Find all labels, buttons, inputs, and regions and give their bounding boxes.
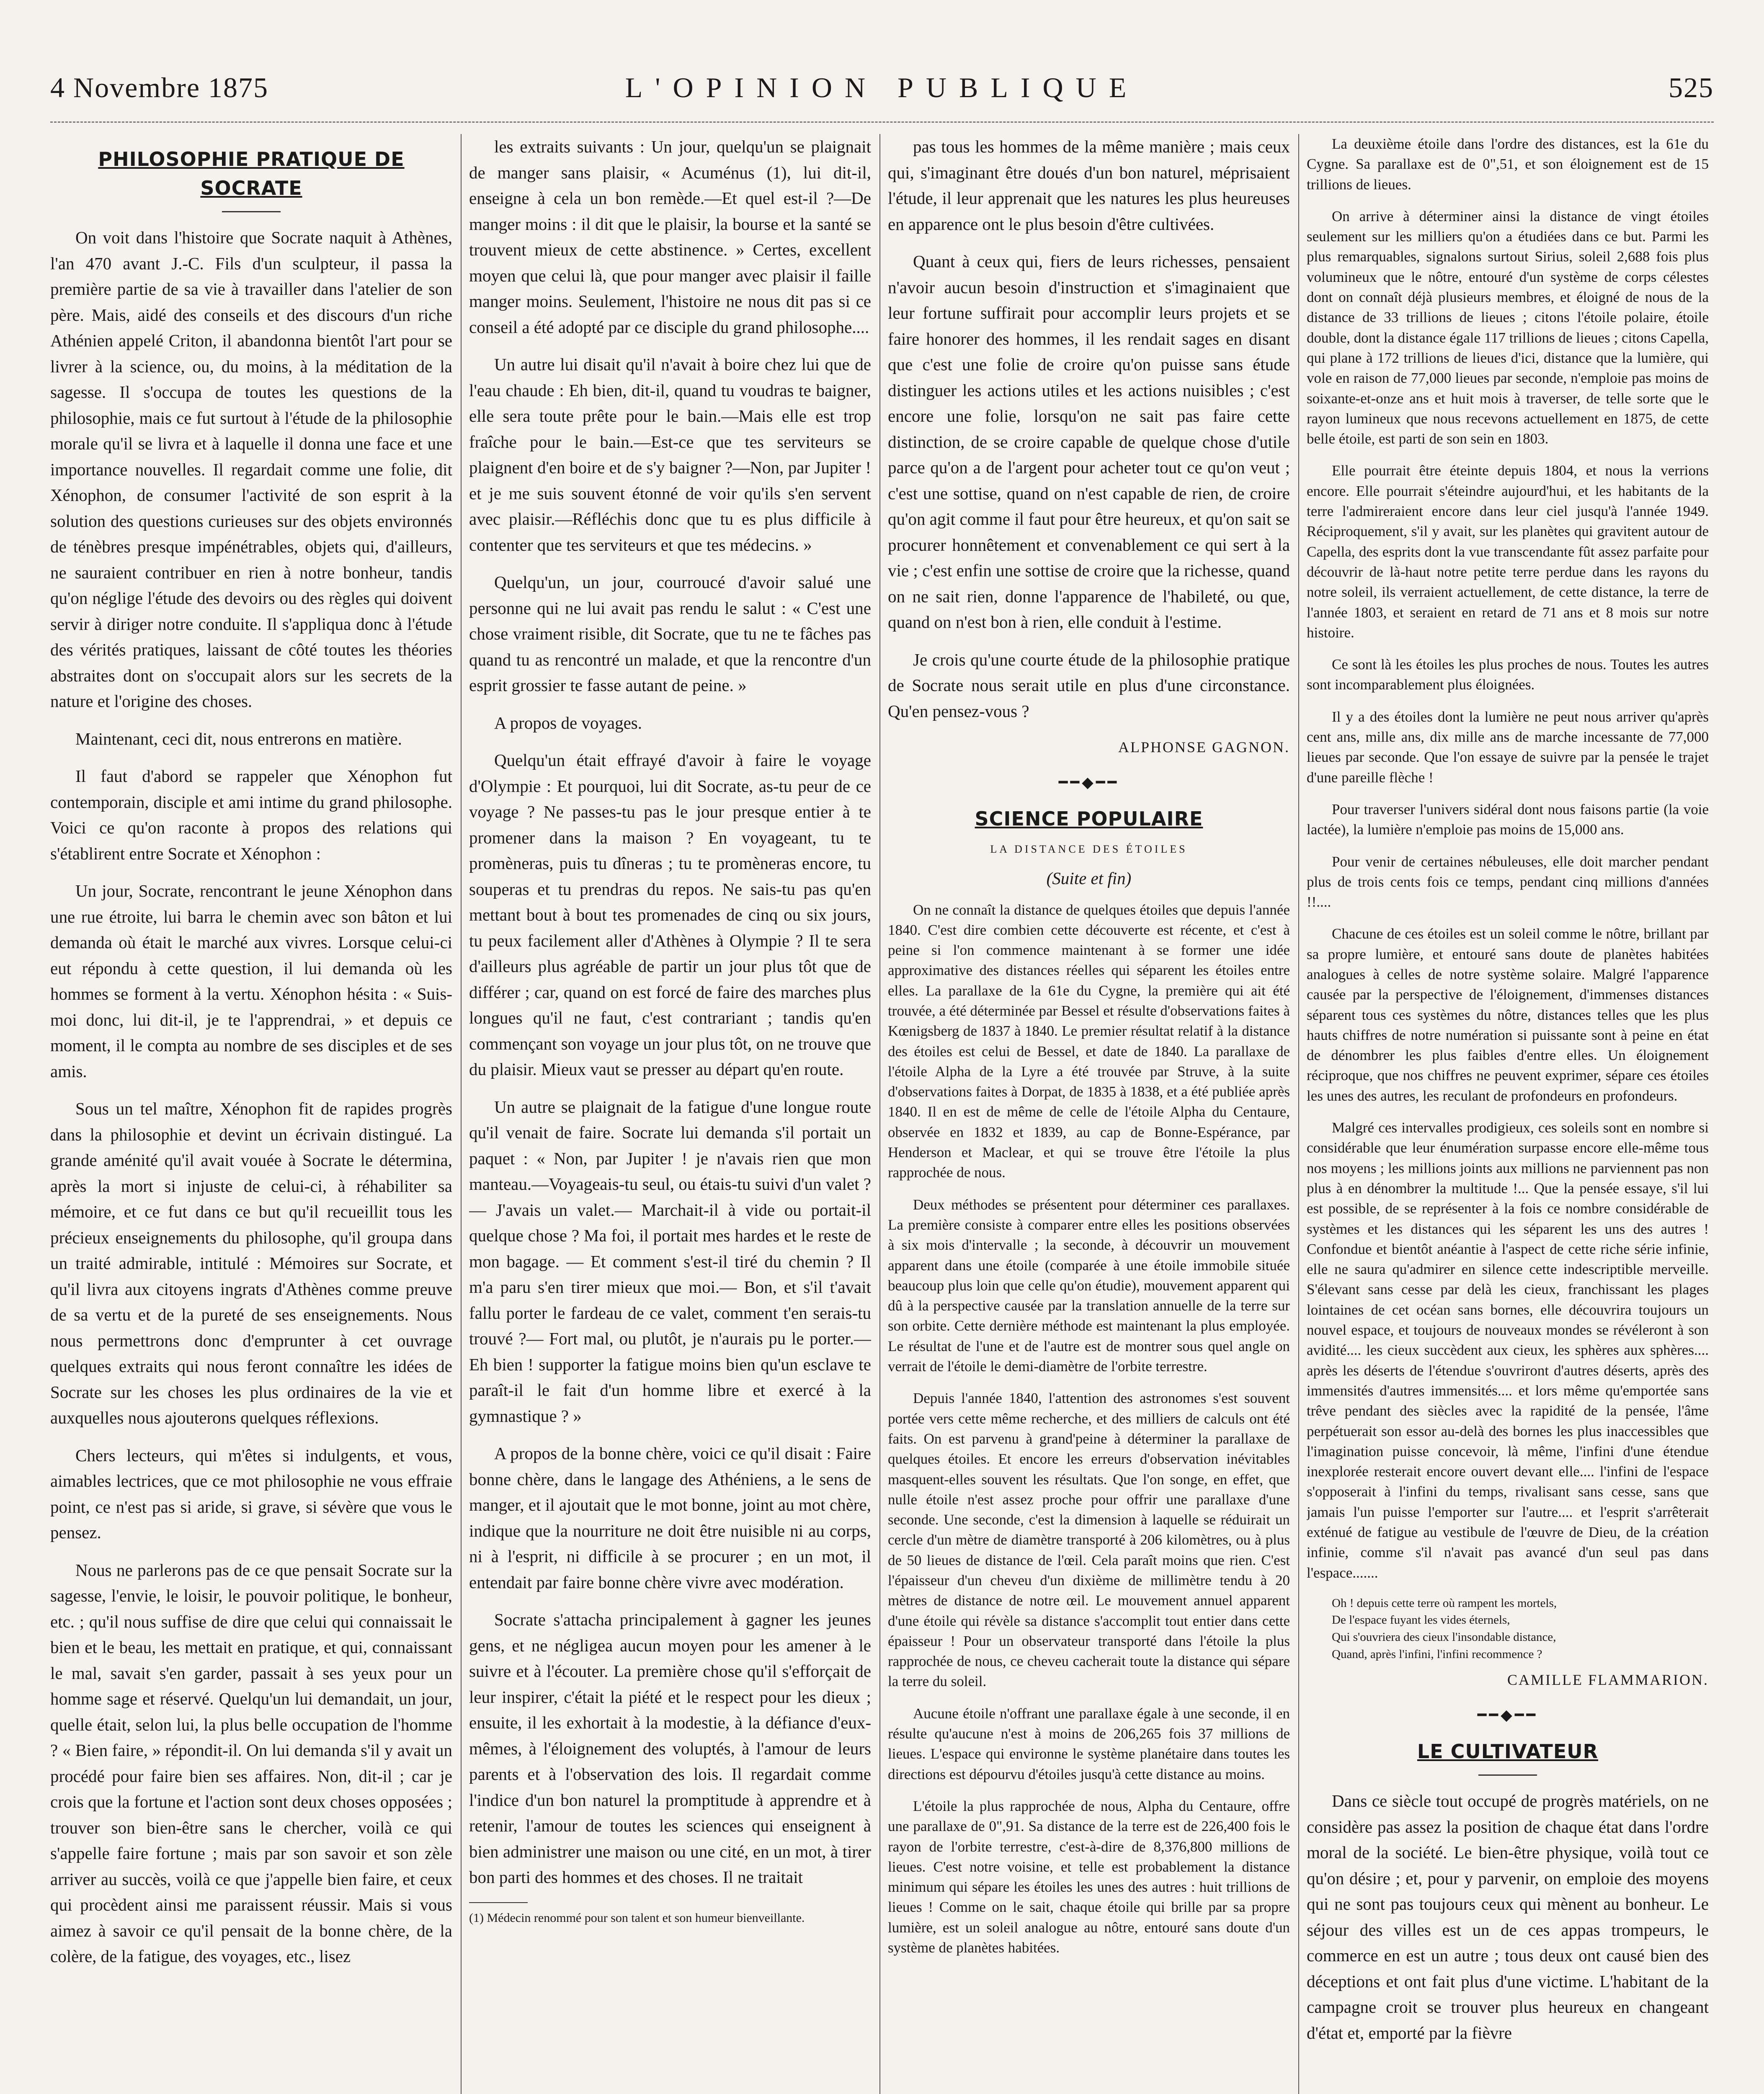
column-1 (50, 134, 452, 2094)
header-rule (50, 121, 1714, 123)
page-header (50, 63, 1714, 113)
issue-date: 4 Novembre 1875 (50, 72, 269, 103)
article-heading-cultivateur: LE CULTIVATEUR (1417, 1740, 1599, 1763)
cultivateur-body (1307, 1788, 1709, 2046)
ornament-divider: ━━◆━━ (1058, 774, 1119, 791)
paragraph: Dans ce siècle tout occupé de progrès matériels, on ne considère pas assez la position de chaque état dans l'ordre moral de la société. Le bien-être physique, voilà tout ce qu'on désire ; et, pour y parvenir, on emploie des moyens qui ne sont pas toujours ceux qui mènent au bonheur. Le séjour des villes est un de ces appas trompeurs, le commerce en est un autre ; tous deux ont causé bien des déceptions et ont fait plus d'une victime. L'habitant de la campagne croit se trouver plus heureux en changeant d'état et, emporté par la fièvre (1307, 1791, 1709, 2042)
paragraph: A propos de la bonne chère, voici ce qu'il disait : Faire bonne chère, dans le langage des Athéniens, a le sens de manger, et il ajoutait que le mot bonne, joint au mot chère, indique que la nourriture ne doit être nuisible ni au corps, ni à l'esprit, ni difficile à se procurer ; en un mot, il entendait par faire bonne chère vivre avec modération. (469, 1444, 871, 1592)
paragraph: On ne connaît la distance de quelques étoiles que depuis l'année 1840. C'est dire combien cette découverte est récente, et c'est à peine si l'on commence maintenant à se former une idée approximative des distances réelles qui séparent les étoiles entre elles. La parallaxe de la 61e du Cygne, la première qui ait été trouvée, a été déterminée par Bessel et résulte d'observations faites à Kœnigsberg de 1837 à 1840. Le premier résultat relatif à la distance des étoiles est celui de Bessel, et date de 1840. La parallaxe de l'étoile Alpha de la Lyre a été trouvée par Struve, à la suite d'observations faites à Dorpat, de 1835 à 1838, et a été publiée après 1840. Il en est de même de celle de l'étoile Alpha du Centaure, observée en 1832 et 1839, au cap de Bonne-Espérance, par Henderson et Maclear, et qui se trouve être l'étoile la plus rapprochée de nous. (888, 901, 1290, 1181)
column-separator (879, 134, 880, 2094)
heading-rule (222, 211, 281, 212)
paragraph: Sous un tel maître, Xénophon fit de rapides progrès dans la philosophie et devint un écrivain distingué. La grande aménité qu'il avait vouée à Socrate le détermina, après la mort si injuste de celui-ci, à réhabiliter sa mémoire, et ce fut dans ce but qu'il recueillit tous les précieux enseignements du philosophe, qu'il groupa dans un traité admirable, intitulé : Mémoires sur Socrate, et qu'il livra aux citoyens ingrats d'Athènes comme preuve de sa vertu et de la pureté de ses enseignements. Nous nous permettrons donc d'emprunter à cet ouvrage quelques extraits qui nous feront connaître les idées de Socrate sur les choses les plus ordinaires de la vie et auxquelles nous ajouterons quelques réflexions. (50, 1099, 452, 1427)
signature-flammarion: CAMILLE FLAMMARION. (1507, 1671, 1709, 1689)
paragraph: Un autre se plaignait de la fatigue d'une longue route qu'il venait de faire. Socrate lui demanda s'il portait un paquet : « Non, par Jupiter ! je n'avais rien que mon manteau.—Voyageais-tu seul, ou étais-tu suivi d'un valet ?— J'avais un valet.— Marchait-il à vide ou portait-il quelque chose ? Ma foi, il portait mes hardes et le reste de mon bagage. — Et comment s'est-il tiré du chemin ? Il m'a paru s'en tirer mieux que moi.— Bon, et s'il t'avait fallu porter le fardeau de ce valet, comment t'en serais-tu trouvé ?— Fort mal, ou plutôt, je n'aurais pu le porter.— Eh bien ! supporter la fatigue moins bien qu'un esclave te paraît-il le fait d'un homme libre et exercé à la gymnastique ? » (469, 1097, 871, 1426)
socrate-body (50, 225, 452, 1970)
paragraph: Il faut d'abord se rappeler que Xénophon fut contemporain, disciple et ami intime du grand philosophe. Voici ce qu'on raconte à propos des relations qui s'établirent entre Socrate et Xénophon : (50, 766, 452, 863)
paragraph: Maintenant, ceci dit, nous entrerons en matière. (75, 729, 402, 748)
science-body (888, 900, 1290, 1958)
heading-rule (1478, 1774, 1537, 1776)
paragraph: Nous ne parlerons pas de ce que pensait Socrate sur la sagesse, l'envie, le loisir, le pouvoir politique, le bonheur, etc. ; qu'il nous suffise de dire que celui qui connaissait le bien et le beau, les mettait en pratique, et qui, connaissant le mal, savait s'en garder, passait à ses yeux pour un homme sage et réservé. Quelqu'un lui demandait, un jour, quelle était, selon lui, la plus belle occupation de l'homme ? « Bien faire, » répondit-il. On lui demanda s'il y avait un procédé pour faire bien ses affaires. Non, dit-il ; car je crois que la fortune et l'action sont deux choses opposées ; trouver son bien-être sans le chercher, voilà ce qui s'appelle faire fortune ; mais par son savoir et son zèle arriver au succès, voilà ce que j'appelle bien faire, et ceux qui procèdent ainsi me paraissent réussir. Mais si vous aimez à savoir ce qu'il pensait de la bonne chère, de la colère, de la fatigue, des voyages, etc., lisez (50, 1560, 452, 1966)
article-heading-socrate: PHILOSOPHIE PRATIQUE DE SOCRATE (98, 148, 405, 199)
paragraph: les extraits suivants : Un jour, quelqu'un se plaignait de manger sans plaisir, « Acuménus (1), lui dit-il, enseigne à cela un bon remède.—Et quel est-il ?—De manger moins : il dit que le plaisir, la bourse et la santé se trouvent mieux de cette abstinence. » Certes, excellent moyen que celui là, que pour manger avec plaisir il faille manger moins. Seulement, l'histoire ne nous dit pas si ce conseil a été adopté par ce disciple du grand philosophe.... (469, 137, 871, 337)
verse-quote (1332, 1595, 1709, 1663)
paragraph: Pour traverser l'univers sidéral dont nous faisons partie (la voie lactée), la lumière n'emploie pas moins de 15,000 ans. (1307, 801, 1709, 838)
column-4 (1307, 134, 1709, 2094)
ornament-divider: ━━◆━━ (1477, 1707, 1538, 1724)
paragraph: Un jour, Socrate, rencontrant le jeune Xénophon dans une rue étroite, lui barra le chemin avec son bâton et lui demanda où était le marché aux vivres. Lorsque celui-ci eut répondu à cette question, il lui demanda où les hommes se forment à la vertu. Xénophon hésita : « Suis-moi donc, lui dit-il, je te l'apprendrai, » et depuis ce moment, il le compta au nombre de ses disciples et de ses amis. (50, 881, 452, 1081)
paragraph: Chacune de ces étoiles est un soleil comme le nôtre, brillant par sa propre lumière, et entouré sans doute de planètes habitées analogues à celles de notre système solaire. Malgré l'apparence causée par la perspective de l'éloignement, d'immenses distances séparent tous ces systèmes du nôtre, distances telles que les plus hauts chiffres de notre numération si puissante sont à peine en état de dénombrer les plus faibles d'entre elles. Un éloignement réciproque, que nos chiffres ne peuvent exprimer, sépare ces étoiles les unes des autres, les reculant de profondeurs en profondeurs. (1307, 926, 1709, 1104)
paragraph: On voit dans l'histoire que Socrate naquit à Athènes, l'an 470 avant J.-C. Fils d'un sculpteur, il passa la première partie de sa vie à travailler dans l'atelier de son père. Mais, aidé des conseils et des discours d'un riche Athénien appelé Criton, il abandonna bientôt l'art pour se livrer à la science, ou, du moins, à la méditation de la sagesse. Il s'occupa de toutes les questions de la philosophie, mais ce fut surtout à l'étude de la philosophie morale qu'il se livra et à laquelle il donna une face et une importance nouvelles. Il regardait comme une folie, dit Xénophon, de consumer l'activité de son esprit à la solution des questions curieuses sur des objets environnés de ténèbres presque impénétrables, objets qui, d'ailleurs, ne sauraient contribuer en rien à notre bonheur, tandis qu'on néglige l'étude des devoirs ou des règles qui doivent servir à diriger notre conduite. Il s'appliqua donc à l'étude des vérités pratiques, laissant de côté toutes les théories abstraites dont on s'occupait alors sur les secrets de la nature et l'origine des choses. (50, 228, 452, 711)
column-3 (888, 134, 1290, 2094)
paragraph: Il y a des étoiles dont la lumière ne peut nous arriver qu'après cent ans, mille ans, dix mille ans de marche incessante de 77,000 lieues par seconde. Que l'on essaye de suivre par la pensée le trajet d'une pareille flèche ! (1307, 708, 1709, 786)
footnote-rule (469, 1902, 528, 1903)
paragraph: Quelqu'un était effrayé d'avoir à faire le voyage d'Olympie : Et pourquoi, lui dit Socrate, as-tu peur de ce voyage ? Ne passes-tu pas le jour presque entier à te promener dans la maison ? En voyageant, tu te promèneras, puis tu dîneras ; tu te promèneras encore, tu souperas et tu prendras du repos. Ne sais-tu pas qu'en mettant bout à bout tes promenades de cinq ou six jours, tu peux facilement aller d'Athènes à Olympie ? Il te sera d'ailleurs plus agréable de partir un jour plus tôt que de différer ; car, quand on est forcé de faire des marches plus longues qu'il ne faut, c'est contrariant ; tandis qu'en commençant son voyage un jour plus tôt, on ne trouve que du plaisir. Mieux vaut se presser au départ qu'en route. (469, 750, 871, 1079)
paragraph: L'étoile la plus rapprochée de nous, Alpha du Centaure, offre une parallaxe de 0",91. Sa distance de la terre est de 226,400 fois le rayon de l'orbite terrestre, c'est-à-dire de 8,376,800 millions de lieues. C'est notre voisine, et telle est probablement la distance minimum qui sépare les étoiles les unes des autres : huit trillions de lieues ! Comme on le sait, chaque étoile qui brille par sa propre lumière, est un soleil analogue au nôtre, entouré sans doute d'un système de planètes habitées. (888, 1797, 1290, 1956)
signature-gagnon: ALPHONSE GAGNON. (1118, 739, 1290, 756)
socrate-conclusion (888, 134, 1290, 724)
paragraph: Aucune étoile n'offrant une parallaxe égale à une seconde, il en résulte qu'aucune n'est à moins de 206,265 fois 37 millions de lieues. L'espace qui environne le système planétaire dans toutes les directions est dépourvu d'étoiles jusqu'à cette distance au moins. (888, 1705, 1290, 1782)
paragraph: Socrate s'attacha principalement à gagner les jeunes gens, et ne négligea aucun moyen pour les amener à le suivre et à l'écouter. La première chose qu'il s'efforçait de leur inspirer, c'était la piété et le respect pour les dieux ; ensuite, il les exhortait à la modestie, à la défiance d'eux-mêmes, à l'éloignement des voluptés, à l'amour de leurs parents et à l'observation des lois. Il regardait comme l'indice d'un bon naturel la promptitude à apprendre et à retenir, l'amour de toutes les sciences qui enseignent à bien administrer une maison ou une cité, en un mot, à tirer bon parti des hommes et des choses. Il ne traitait (469, 1610, 871, 1887)
verse-line: Qui s'ouvriera des cieux l'insondable distance, (1332, 1630, 1556, 1644)
paragraph: pas tous les hommes de la même manière ; mais ceux qui, s'imaginant être doués d'un bon naturel, méprisaient l'étude, il leur apprenait que les natures les plus heureuses en apparence ont le plus besoin d'être cultivées. (888, 137, 1290, 234)
page-number: 525 (1669, 72, 1714, 103)
article-subheading: LA DISTANCE DES ÉTOILES (990, 843, 1188, 855)
socrate-continued (469, 134, 871, 1890)
paragraph: Deux méthodes se présentent pour déterminer ces parallaxes. La première consiste à comparer entre elles les positions observées à six mois d'intervalle ; la seconde, à découvrir un mouvement apparent dans une étoile (comparée à une étoile immobile située beaucoup plus loin que celle qu'on étudie), mouvement apparent qui dû à la perspective causée par la translation annuelle de la terre sur son orbite. Cette dernière méthode est maintenant la plus employée. Le résultat de l'une et de l'autre est de montrer sous quel angle on verrait de l'étoile le demi-diamètre de l'orbite terrestre. (888, 1196, 1290, 1375)
article-note: (Suite et fin) (1046, 869, 1132, 888)
paragraph: A propos de voyages. (494, 713, 642, 732)
paragraph: Depuis l'année 1840, l'attention des astronomes s'est souvent portée vers cette même recherche, et des milliers de calculs ont été faits. On est parvenu à grand'peine à déterminer la parallaxe de quelques étoiles. Et encore les erreurs d'observation inévitables masquent-elles souvent les résultats. Que l'on songe, en effet, que nulle étoile n'est assez proche pour offrir une parallaxe d'une seconde. Une seconde, c'est la dimension à laquelle se réduirait un cercle d'un mètre de diamètre transporté à 206 kilomètres, ou à plus de 50 lieues de distance de l'œil. Cela paraît moins que rien. C'est l'épaisseur d'un cheveu d'un dixième de millimètre tendu à 20 mètres de distance de notre œil. Le mouvement annuel apparent d'une étoile qui révèle sa distance s'accomplit tout entier dans cette épaisseur ! Pour un observateur transporté dans l'étoile la plus rapprochée de nous, ce cheveu cacherait toute la distance qui sépare la terre du soleil. (888, 1390, 1290, 1690)
column-2 (469, 134, 871, 2094)
science-continued (1307, 134, 1709, 1583)
paragraph: La deuxième étoile dans l'ordre des distances, est la 61e du Cygne. Sa parallaxe est de 0",51, et son éloignement est de 15 trillions de lieues. (1307, 136, 1709, 193)
column-separator (461, 134, 462, 2094)
column-separator (1298, 134, 1299, 2094)
paragraph: Un autre lui disait qu'il n'avait à boire chez lui que de l'eau chaude : Eh bien, dit-il, quand tu voudras te baigner, elle sera toute prête pour le bain.—Mais elle est trop fraîche pour le bain.—Est-ce que tes serviteurs se plaignent d'en boire et de s'y baigner ?—Non, par Jupiter ! et je me suis souvent étonné de voir qu'ils s'en servent avec plaisir.—Réfléchis donc que tu es plus difficile à contenter que tes serviteurs et que tes médecins. » (469, 355, 871, 554)
paragraph: Je crois qu'une courte étude de la philosophie pratique de Socrate nous serait utile en plus d'une circonstance. Qu'en pensez-vous ? (888, 650, 1290, 721)
footnote: (1) Médecin renommé pour son talent et son humeur bienveillante. (469, 1911, 805, 1925)
paragraph: On arrive à déterminer ainsi la distance de vingt étoiles seulement sur les milliers qu'on a étudiées dans ce but. Parmi les plus remarquables, signalons surtout Sirius, soleil 2,688 fois plus volumineux que le nôtre, entouré d'un système de corps célestes dont on connaît déjà plusieurs membres, et éloigné de nous de la distance de 33 trillions de lieues ; citons l'étoile polaire, étoile double, dont la distance égale 117 trillions de lieues ; citons Capella, qui plane à 172 trillions de lieues d'ici, distance que la lumière, qui vole en raison de 77,000 lieues par seconde, n'emploie pas moins de soixante-et-onze ans et huit mois à traverser, de telle sorte que le rayon lumineux que nous recevons actuellement en 1875, de cette belle étoile, est parti de son sein en 1803. (1307, 208, 1709, 447)
paragraph: Chers lecteurs, qui m'êtes si indulgents, et vous, aimables lectrices, que ce mot philosophie ne vous effraie point, ce n'est pas si aride, si grave, si sévère que vous le pensez. (50, 1445, 452, 1542)
paragraph: Quelqu'un, un jour, courroucé d'avoir salué une personne qui ne lui avait pas rendu le salut : « C'est une chose vraiment risible, dit Socrate, que tu ne te fâches pas quand tu as rencontré un malade, et que la rencontre d'un esprit grossier te fasse autant de peine. » (469, 572, 871, 695)
verse-line: Oh ! depuis cette terre où rampent les mortels, (1332, 1596, 1557, 1610)
paragraph: Elle pourrait être éteinte depuis 1804, et nous la verrions encore. Elle pourrait s'éteindre aujourd'hui, et les habitants de la terre l'admireraient encore dans leur ciel jusqu'à l'année 1949. Réciproquement, s'il y avait, sur les planètes qui gravitent autour de Capella, des esprits dont la vue transcendante fût assez parfaite pour découvrir de là-haut notre petite terre perdue dans les rayons du notre soleil, ils verraient actuellement, de cette distance, la terre de l'année 1803, et seraient en retard de 71 ans et 8 mois sur notre histoire. (1307, 462, 1709, 641)
verse-line: De l'espace fuyant les vides éternels, (1332, 1613, 1510, 1627)
newspaper-title: L'OPINION PUBLIQUE (625, 72, 1139, 103)
paragraph: Pour venir de certaines nébuleuses, elle doit marcher pendant plus de trois cents fois ce temps, pendant cinq millions d'années !!.... (1307, 853, 1709, 910)
paragraph: Malgré ces intervalles prodigieux, ces soleils sont en nombre si considérable que leur énumération surpasse encore elle-même tous nos moyens ; les millions joints aux millions ne parviennent pas non plus à en dénombrer la multitude !... Que la pensée essaye, s'il lui est possible, de se représenter à la fois ce nombre considérable de systèmes et les distances qui les séparent les uns des autres ! Confondue et bientôt anéantie à l'aspect de cette riche série infinie, elle ne saura qu'admirer en silence cette indescriptible merveille. S'élevant sans cesse par delà les cieux, franchissant les plages lointaines de cet océan sans bornes, elle découvrira toujours un nouvel espace, et toujours de nouveaux mondes se révéleront à son avidité.... les cieux succèdent aux cieux, les sphères aux sphères.... après les déserts de l'étendue s'ouvriront d'autres déserts, après des immensités d'autres immensités.... et lors même qu'emportée sans trêve pendant des siècles avec la rapidité de la pensée, l'âme perpétuerait son essor au-delà des bornes les plus inaccessibles que l'imagination puisse concevoir, là même, l'infini d'une étendue inexplorée resterait encore ouvert devant elle.... l'infini de l'espace s'opposerait à l'infini du temps, rivalisant sans cesse, sans que jamais l'un puisse l'emporter sur l'autre.... et l'esprit s'arrêterait exténué de fatigue au vestibule de l'œuvre de Dieu, de la création infinie, comme s'il n'avait pas avancé d'un seul pas dans l'espace....... (1307, 1119, 1709, 1581)
paragraph: Ce sont là les étoiles les plus proches de nous. Toutes les autres sont incomparablement plus éloignées. (1307, 656, 1709, 693)
article-heading-science: SCIENCE POPULAIRE (975, 807, 1203, 830)
verse-line: Quand, après l'infini, l'infini recommence ? (1332, 1647, 1542, 1661)
paragraph: Quant à ceux qui, fiers de leurs richesses, pensaient n'avoir aucun besoin d'instruction et s'imaginaient que leur fortune suffirait pour accomplir leurs projets et se faire honorer des hommes, il les rendait sages en disant que c'est une folie de croire qu'on puisse sans étude distinguer les actions utiles et les actions nuisibles ; c'est encore une folie, lorsqu'on ne sait pas faire cette distinction, de se croire capable de quelque chose d'utile parce qu'on a de l'argent pour acheter tout ce qu'on veut ; c'est une sottise, quand on n'est capable de rien, de croire qu'on agit comme il faut pour être heureux, et qu'on sait se procurer honnêtement et convenablement ce qui sert à la vie ; c'est enfin une sottise de croire que la richesse, quand on ne sait rien, donne l'apparence de l'habileté, ou que, quand on n'est bon à rien, elle conduit à l'estime. (888, 252, 1290, 632)
